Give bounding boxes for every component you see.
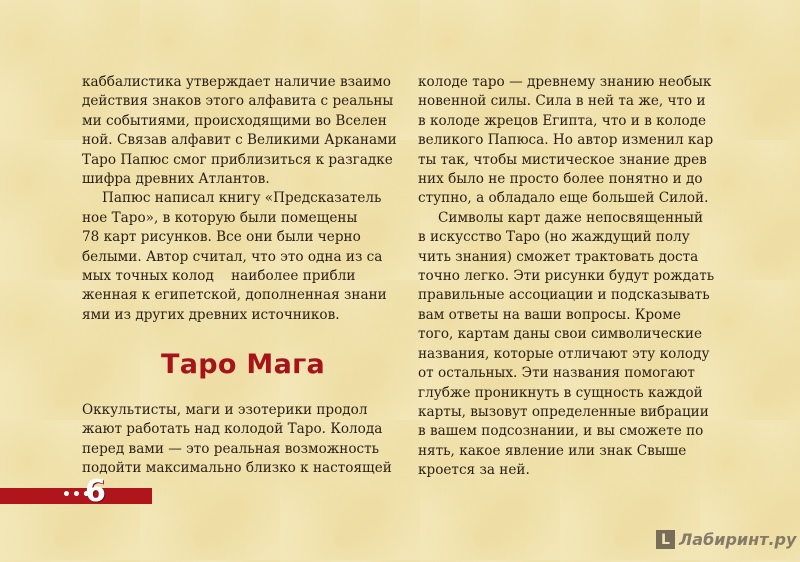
page-number: 6 (85, 474, 106, 509)
watermark (656, 530, 796, 549)
text-line: действия знаков этого алфавита с реальны (82, 93, 394, 110)
text-line: кроется за ней. (418, 462, 530, 479)
section-heading: Таро Мага (161, 349, 326, 380)
paragraph (418, 209, 740, 481)
text-line: шифра древних Атлантов. (82, 171, 270, 188)
text-line: от остальных. Эти названия помогают (418, 365, 695, 382)
text-line: новенной силы. Сила в ней та же, что и (418, 93, 706, 110)
text-line: ми событиями, происходящими во Вселен (82, 112, 387, 129)
text-line: ное Таро», в которую были помещены (82, 209, 358, 226)
paragraph (82, 189, 400, 325)
left-column-bottom (82, 401, 400, 479)
text-line: в вашем подсознании, и вы сможете по (418, 423, 704, 440)
left-column (82, 73, 400, 325)
right-column (418, 73, 740, 481)
text-line: Папюс написал книгу «Предсказатель (102, 190, 382, 207)
text-line: женная к египетской, дополненная знани (82, 287, 387, 304)
text-line: вам ответы на ваши вопросы. Кроме (418, 306, 681, 323)
text-line: мых точных колод наиболее прибли (82, 268, 356, 285)
text-line: точно легко. Эти рисунки будут рождать (418, 268, 715, 285)
paragraph (82, 73, 400, 189)
paragraph (418, 73, 740, 209)
text-line: великого Папюса. Но автор изменил кар (418, 132, 714, 149)
text-line: Оккультисты, маги и эзотерики продол (82, 402, 368, 418)
labirint-logo-icon: L (656, 530, 675, 549)
text-line: них было не просто более понятно и до (418, 171, 703, 188)
text-line: названия, которые отличают эту колоду (418, 345, 710, 362)
text-line: правильные ассоциации и подсказывать (418, 287, 710, 304)
text-line: в искусство Таро (но жаждущий полу (418, 229, 690, 246)
text-line: в колоде жрецов Египта, что и в колоде (418, 112, 707, 129)
dots-ornament: ••• (62, 487, 92, 503)
text-line: нять, какое явление или знак Свыше (418, 442, 687, 459)
text-line: ступно, а обладало еще большей Силой. (418, 190, 709, 207)
text-line: колоде таро — древнему знанию необык (418, 74, 712, 90)
text-line: чить знания) сможет трактовать доста (418, 248, 699, 265)
text-line: белыми. Автор считал, что это одна из са (82, 248, 383, 265)
text-line: ной. Связав алфавит с Великими Арканами (82, 132, 397, 149)
text-line: подойти максимально близко к настоящей (82, 460, 392, 477)
text-line: ями из других древних источников. (82, 306, 340, 323)
text-line: ты так, чтобы мистическое знание древ (418, 151, 707, 168)
paragraph (82, 401, 400, 479)
watermark-text: Лабиринт.ру (679, 530, 797, 549)
text-line: того, картам даны свои символические (418, 326, 703, 343)
text-line: глубже проникнуть в сущность каждой (418, 384, 703, 401)
text-line: 78 карт рисунков. Все они были черно (82, 229, 361, 246)
text-line: Таро Папюс смог приблизиться к разгадке (82, 151, 393, 168)
text-line: карты, вызовут определенные вибрации (418, 403, 709, 420)
text-line: перед вами — это реальная возможность (82, 440, 380, 457)
text-line: каббалистика утверждает наличие взаимо (82, 74, 391, 90)
text-line: Символы карт даже непосвященный (438, 209, 704, 226)
text-line: жают работать над колодой Таро. Колода (82, 421, 383, 438)
